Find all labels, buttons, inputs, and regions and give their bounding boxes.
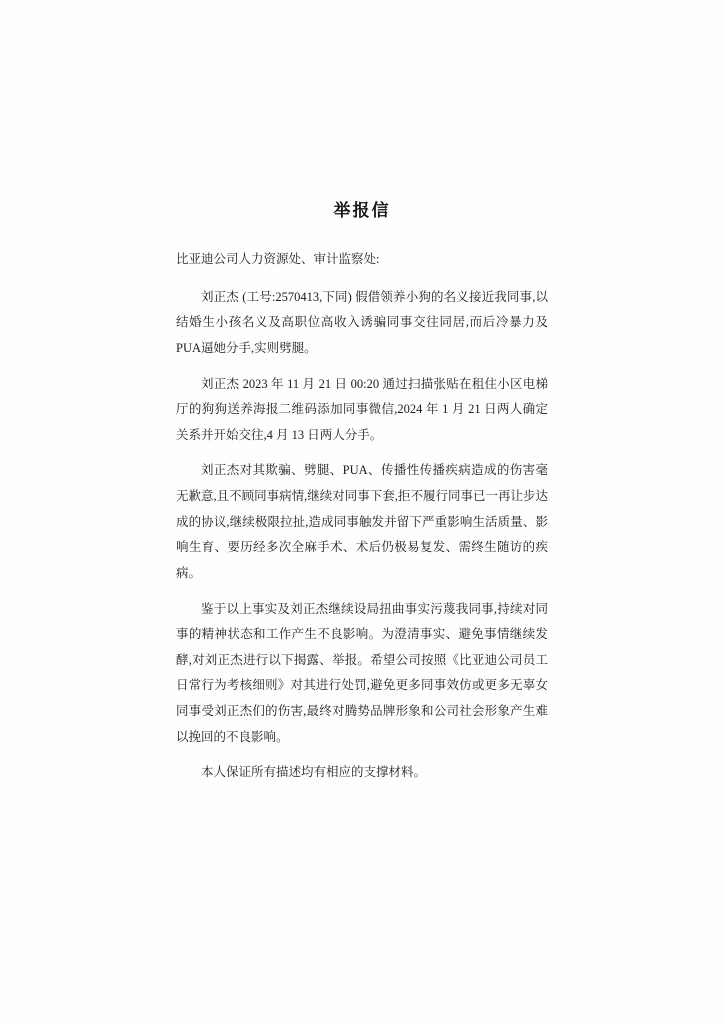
document-body: [176, 196, 548, 786]
paragraph-4: 鉴于以上事实及刘正杰继续设局扭曲事实污蔑我同事,持续对同事的精神状态和工作产生不良影响。为澄清事实、避免事情继续发酵,对刘正杰进行以下揭露、举报。希望公司按照《比亚迪公司员工日常行为考核细则》对其进行处罚,避免更多同事效仿或更多无辜女同事受刘正杰们的伤害,最终对腾势品牌形象和公司社会形象产生难以挽回的不良影响。: [176, 601, 548, 744]
paragraph-1: 刘正杰 (工号:2570413,下同) 假借领养小狗的名义接近我同事,以结婚生小孩名义及高职位高收入诱骗同事交往同居,而后冷暴力及PUA逼她分手,实则劈腿。: [176, 289, 548, 355]
paragraph-2: 刘正杰 2023 年 11 月 21 日 00:20 通过扫描张贴在租住小区电梯厅的狗狗送养海报二维码添加同事微信,2024 年 1 月 21 日两人确定关系并开始交往,4 月 13 日两人分手。: [176, 376, 548, 442]
document-title: 举报信: [333, 201, 391, 220]
salutation-line: 比亚迪公司人力资源处、审计监察处:: [176, 252, 380, 266]
paragraph-5: 本人保证所有描述均有相应的支撑材料。: [201, 765, 427, 780]
paragraph-3: 刘正杰对其欺骗、劈腿、PUA、传播性传播疾病造成的伤害毫无歉意,且不顾同事病情,继续对同事下套,拒不履行同事已一再让步达成的协议,继续极限拉扯,造成同事触发并留下严重影响生活质量、影响生育、要历经多次全麻手术、术后仍极易复发、需终生随访的疾病。: [176, 463, 548, 580]
